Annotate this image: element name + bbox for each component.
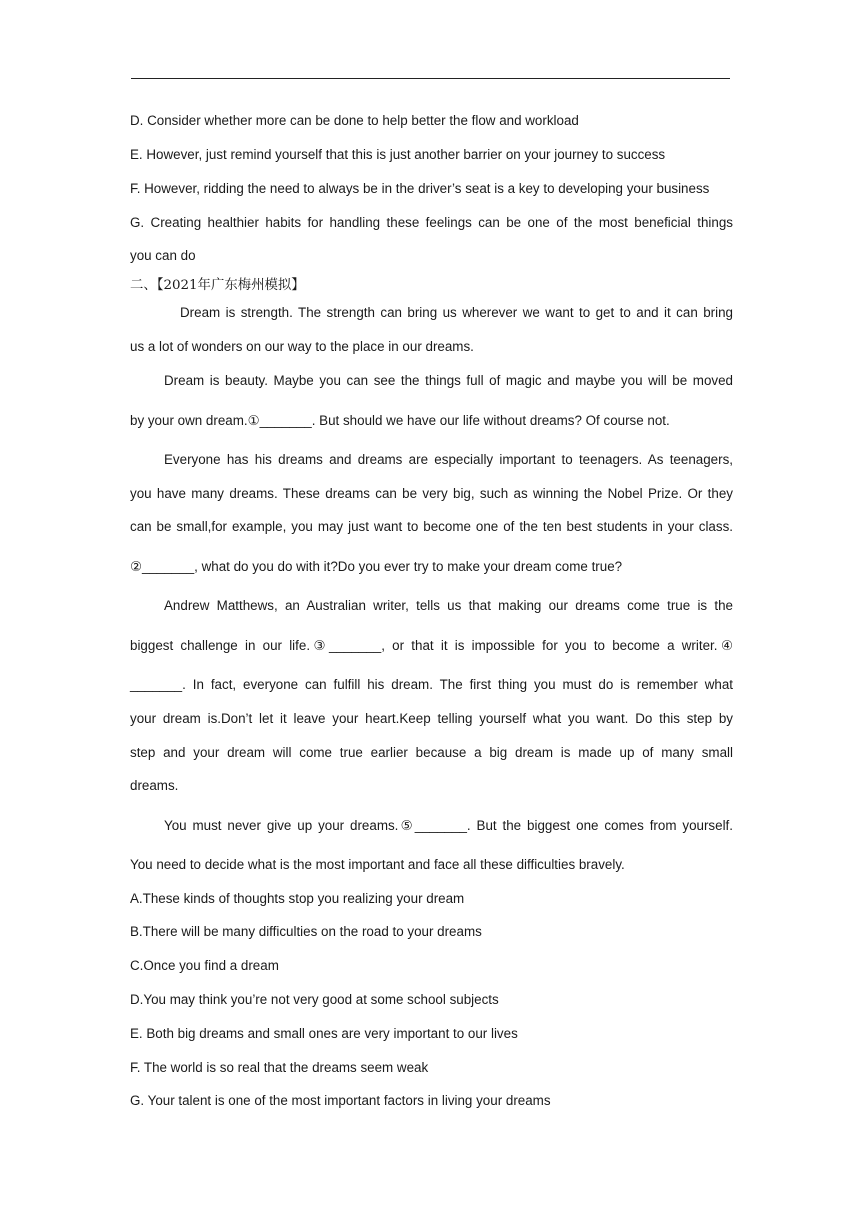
answer-option-e: E. Both big dreams and small ones are very important to our lives <box>130 1026 518 1041</box>
passage-line: step and your dream will come true earlier because a big dream is made up of many small <box>130 745 733 760</box>
top-option-e: E. However, just remind yourself that this is just another barrier on your journey to success <box>130 147 666 162</box>
passage-line: ②_______, what do you do with it?Do you ever try to make your dream come true? <box>130 559 623 574</box>
passage-line: us a lot of wonders on our way to the place in our dreams. <box>130 339 474 354</box>
passage-line: you have many dreams. These dreams can be very big, such as winning the Nobel Prize. Or they <box>130 486 733 501</box>
header-rule <box>131 78 730 79</box>
passage-line: Dream is beauty. Maybe you can see the things full of magic and maybe you will be moved <box>164 373 733 388</box>
passage-line: by your own dream.①_______. But should we have our life without dreams? Of course not. <box>130 413 670 428</box>
passage-line: Dream is strength. The strength can bring us wherever we want to get to and it can bring <box>180 305 733 320</box>
answer-option-f: F. The world is so real that the dreams seem weak <box>130 1060 429 1075</box>
passage-line: _______. In fact, everyone can fulfill his dream. The first thing you must do is remember what <box>130 677 733 692</box>
passage-line: Andrew Matthews, an Australian writer, tells us that making our dreams come true is the <box>164 598 733 613</box>
passage-line: Everyone has his dreams and dreams are especially important to teenagers. As teenagers, <box>164 452 733 467</box>
top-option-g-cont: you can do <box>130 248 196 263</box>
top-option-f: F. However, ridding the need to always be in the driver’s seat is a key to developing your business <box>130 181 710 196</box>
answer-option-g: G. Your talent is one of the most important factors in living your dreams <box>130 1093 551 1108</box>
top-option-d: D. Consider whether more can be done to help better the flow and workload <box>130 113 579 128</box>
passage-line: biggest challenge in our life.③_______, or that it is impossible for you to become a writer.④ <box>130 638 733 653</box>
answer-option-a: A.These kinds of thoughts stop you realizing your dream <box>130 891 465 906</box>
passage-line: dreams. <box>130 778 179 793</box>
answer-option-b: B.There will be many difficulties on the road to your dreams <box>130 924 482 939</box>
passage-line: can be small,for example, you may just want to become one of the ten best students in your class. <box>130 519 733 534</box>
top-option-g: G. Creating healthier habits for handling these feelings can be one of the most beneficial things <box>130 215 733 230</box>
section-heading: 二、【2021年广东梅州模拟】 <box>130 278 305 293</box>
answer-option-c: C.Once you find a dream <box>130 958 279 973</box>
passage-line: You need to decide what is the most important and face all these difficulties bravely. <box>130 857 625 872</box>
answer-option-d: D.You may think you’re not very good at some school subjects <box>130 992 499 1007</box>
passage-line: your dream is.Don’t let it leave your heart.Keep telling yourself what you want. Do this step by <box>130 711 733 726</box>
passage-line: You must never give up your dreams.⑤_______. But the biggest one comes from yourself. <box>164 818 733 833</box>
